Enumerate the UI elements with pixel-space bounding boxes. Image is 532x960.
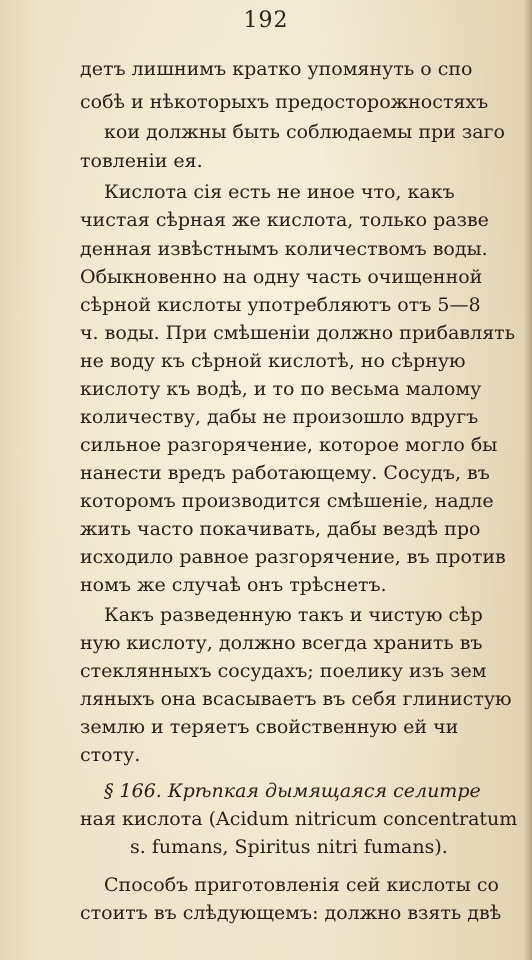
- paragraph-start-line: Кислота сія есть не иное что, какъ: [104, 181, 455, 203]
- text-line: ч. воды. При смѣшеніи должно прибавлять: [80, 322, 516, 344]
- text-line: товленіи ея.: [80, 150, 203, 172]
- paragraph-start-line: Способъ приготовленія сей кислоты со: [104, 874, 499, 896]
- page-number: 192: [243, 8, 289, 33]
- page-gutter-shadow: [524, 0, 532, 960]
- text-line: кислоту къ водѣ, и то по весьма малому: [80, 378, 482, 400]
- text-line: собѣ и нѣкоторыхъ предосторожностяхъ: [80, 91, 489, 113]
- text-line: сѣрной кислоты употребляютъ отъ 5—8: [80, 294, 481, 316]
- text-line: ную кислоту, должно всегда хранить въ: [80, 632, 483, 654]
- paragraph-start-line: Какъ разведенную такъ и чистую сѣр: [104, 604, 483, 626]
- section-heading: § 166. Крѣпкая дымящаяся селитре: [104, 780, 481, 802]
- text-line: которомъ производится смѣшеніе, надле: [80, 490, 494, 512]
- text-line: стоитъ въ слѣдующемъ: должно взять двѣ: [80, 902, 502, 924]
- text-line: количеству, дабы не произошло вдругъ: [80, 406, 479, 428]
- text-line: землю и теряетъ свойственную ей чи: [80, 716, 459, 738]
- text-line: ляныхъ она всасываетъ въ себя глинистую: [80, 688, 512, 710]
- text-line: не воду къ сѣрной кислотѣ, но сѣрную: [80, 350, 466, 372]
- text-line: жить часто покачивать, дабы вездѣ про: [80, 518, 481, 540]
- text-line: кои должны быть соблюдаемы при заго: [104, 121, 505, 143]
- text-line: сильное разгорячение, которое могло бы: [80, 434, 498, 456]
- text-line: детъ лишнимъ кратко упомянуть о спо: [80, 58, 473, 80]
- section-heading-line: s. fumans, Spiritus nitri fumans).: [130, 836, 448, 858]
- text-line: денная извѣстнымъ количествомъ воды.: [80, 238, 488, 260]
- text-line: Обыкновенно на одну часть очищенной: [80, 266, 483, 288]
- section-heading-line: ная кислота (Acidum nitricum concentratum: [80, 808, 518, 830]
- text-line: исходило равное разгорячение, въ против: [80, 546, 506, 568]
- text-line: стоту.: [80, 744, 141, 766]
- text-line: нанести вредъ работающему. Сосудъ, въ: [80, 462, 490, 484]
- text-line: чистая сѣрная же кислота, только разве: [80, 209, 489, 231]
- text-line: стеклянныхъ сосудахъ; поелику изъ зем: [80, 660, 487, 682]
- text-line: номъ же случаѣ онъ трѣснетъ.: [80, 574, 387, 596]
